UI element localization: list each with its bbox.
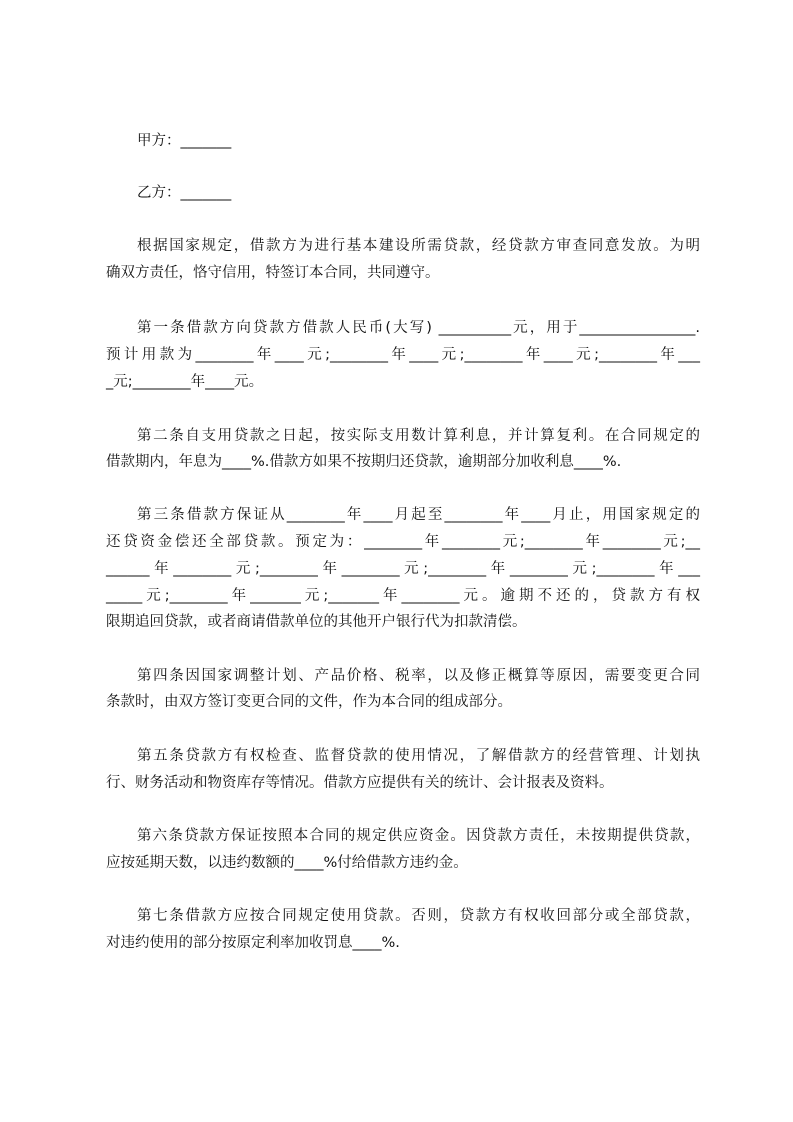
text-line: _元;________年____元。	[106, 374, 264, 390]
text-line: 第二条自支用贷款之日起，按实际支用数计算利息，并计算复利。在合同规定的	[137, 428, 700, 444]
party-b-line: 乙方：_______	[137, 185, 232, 201]
text-line: 对违约使用的部分按原定利率加收罚息____%.	[106, 935, 400, 951]
text-line: 第一条借款方向贷款方借款人民币(大写) __________元，用于________________.	[137, 320, 700, 336]
text-line: 行、财务活动和物资库存等情况。借款方应提供有关的统计、会计报表及资料。	[106, 775, 614, 791]
text-line: 条款时，由双方签订变更合同的文件，作为本合同的组成部分。	[106, 694, 512, 710]
text-line: 应按延期天数，以违约数额的____%付给借款方违约金。	[106, 855, 468, 871]
text-line: 第七条借款方应按合同规定使用贷款。否则，贷款方有权收回部分或全部贷款，	[137, 908, 700, 924]
text-line: 根据国家规定，借款方为进行基本建设所需贷款，经贷款方审查同意发放。为明	[137, 238, 700, 254]
text-line: 第六条贷款方保证按照本合同的规定供应资金。因贷款方责任，未按期提供贷款，	[137, 828, 700, 844]
text-line: 第三条借款方保证从________年____月起至________年____月止，用国家规定的	[137, 507, 700, 523]
text-line: 借款期内，年息为____%.借款方如果不按期归还贷款，逾期部分加收利息____%.	[106, 454, 622, 470]
text-line: 确双方责任，恪守信用，特签订本合同，共同遵守。	[106, 265, 440, 281]
text-line: 限期追回贷款，或者商请借款单位的其他开户银行代为扣款清偿。	[106, 614, 527, 630]
text-line: 第四条因国家调整计划、产品价格、税率，以及修正概算等原因，需要变更合同	[137, 668, 700, 684]
text-line: 第五条贷款方有权检查、监督贷款的使用情况，了解借款方的经营管理、计划执	[137, 748, 700, 764]
text-line: 还贷资金偿还全部贷款。预定为：________年________元;________年________元;__	[106, 534, 700, 550]
text-line: 预计用款为________年____元;________年____元;________年____元;________年___	[106, 347, 700, 363]
text-line: ______年________元;________年________元;________年________元;________年___	[106, 561, 700, 577]
text-line: _____元;________年_______元;_______年________元。逾期不还的，贷款方有权	[106, 588, 700, 604]
party-a-line: 甲方：_______	[137, 133, 232, 149]
